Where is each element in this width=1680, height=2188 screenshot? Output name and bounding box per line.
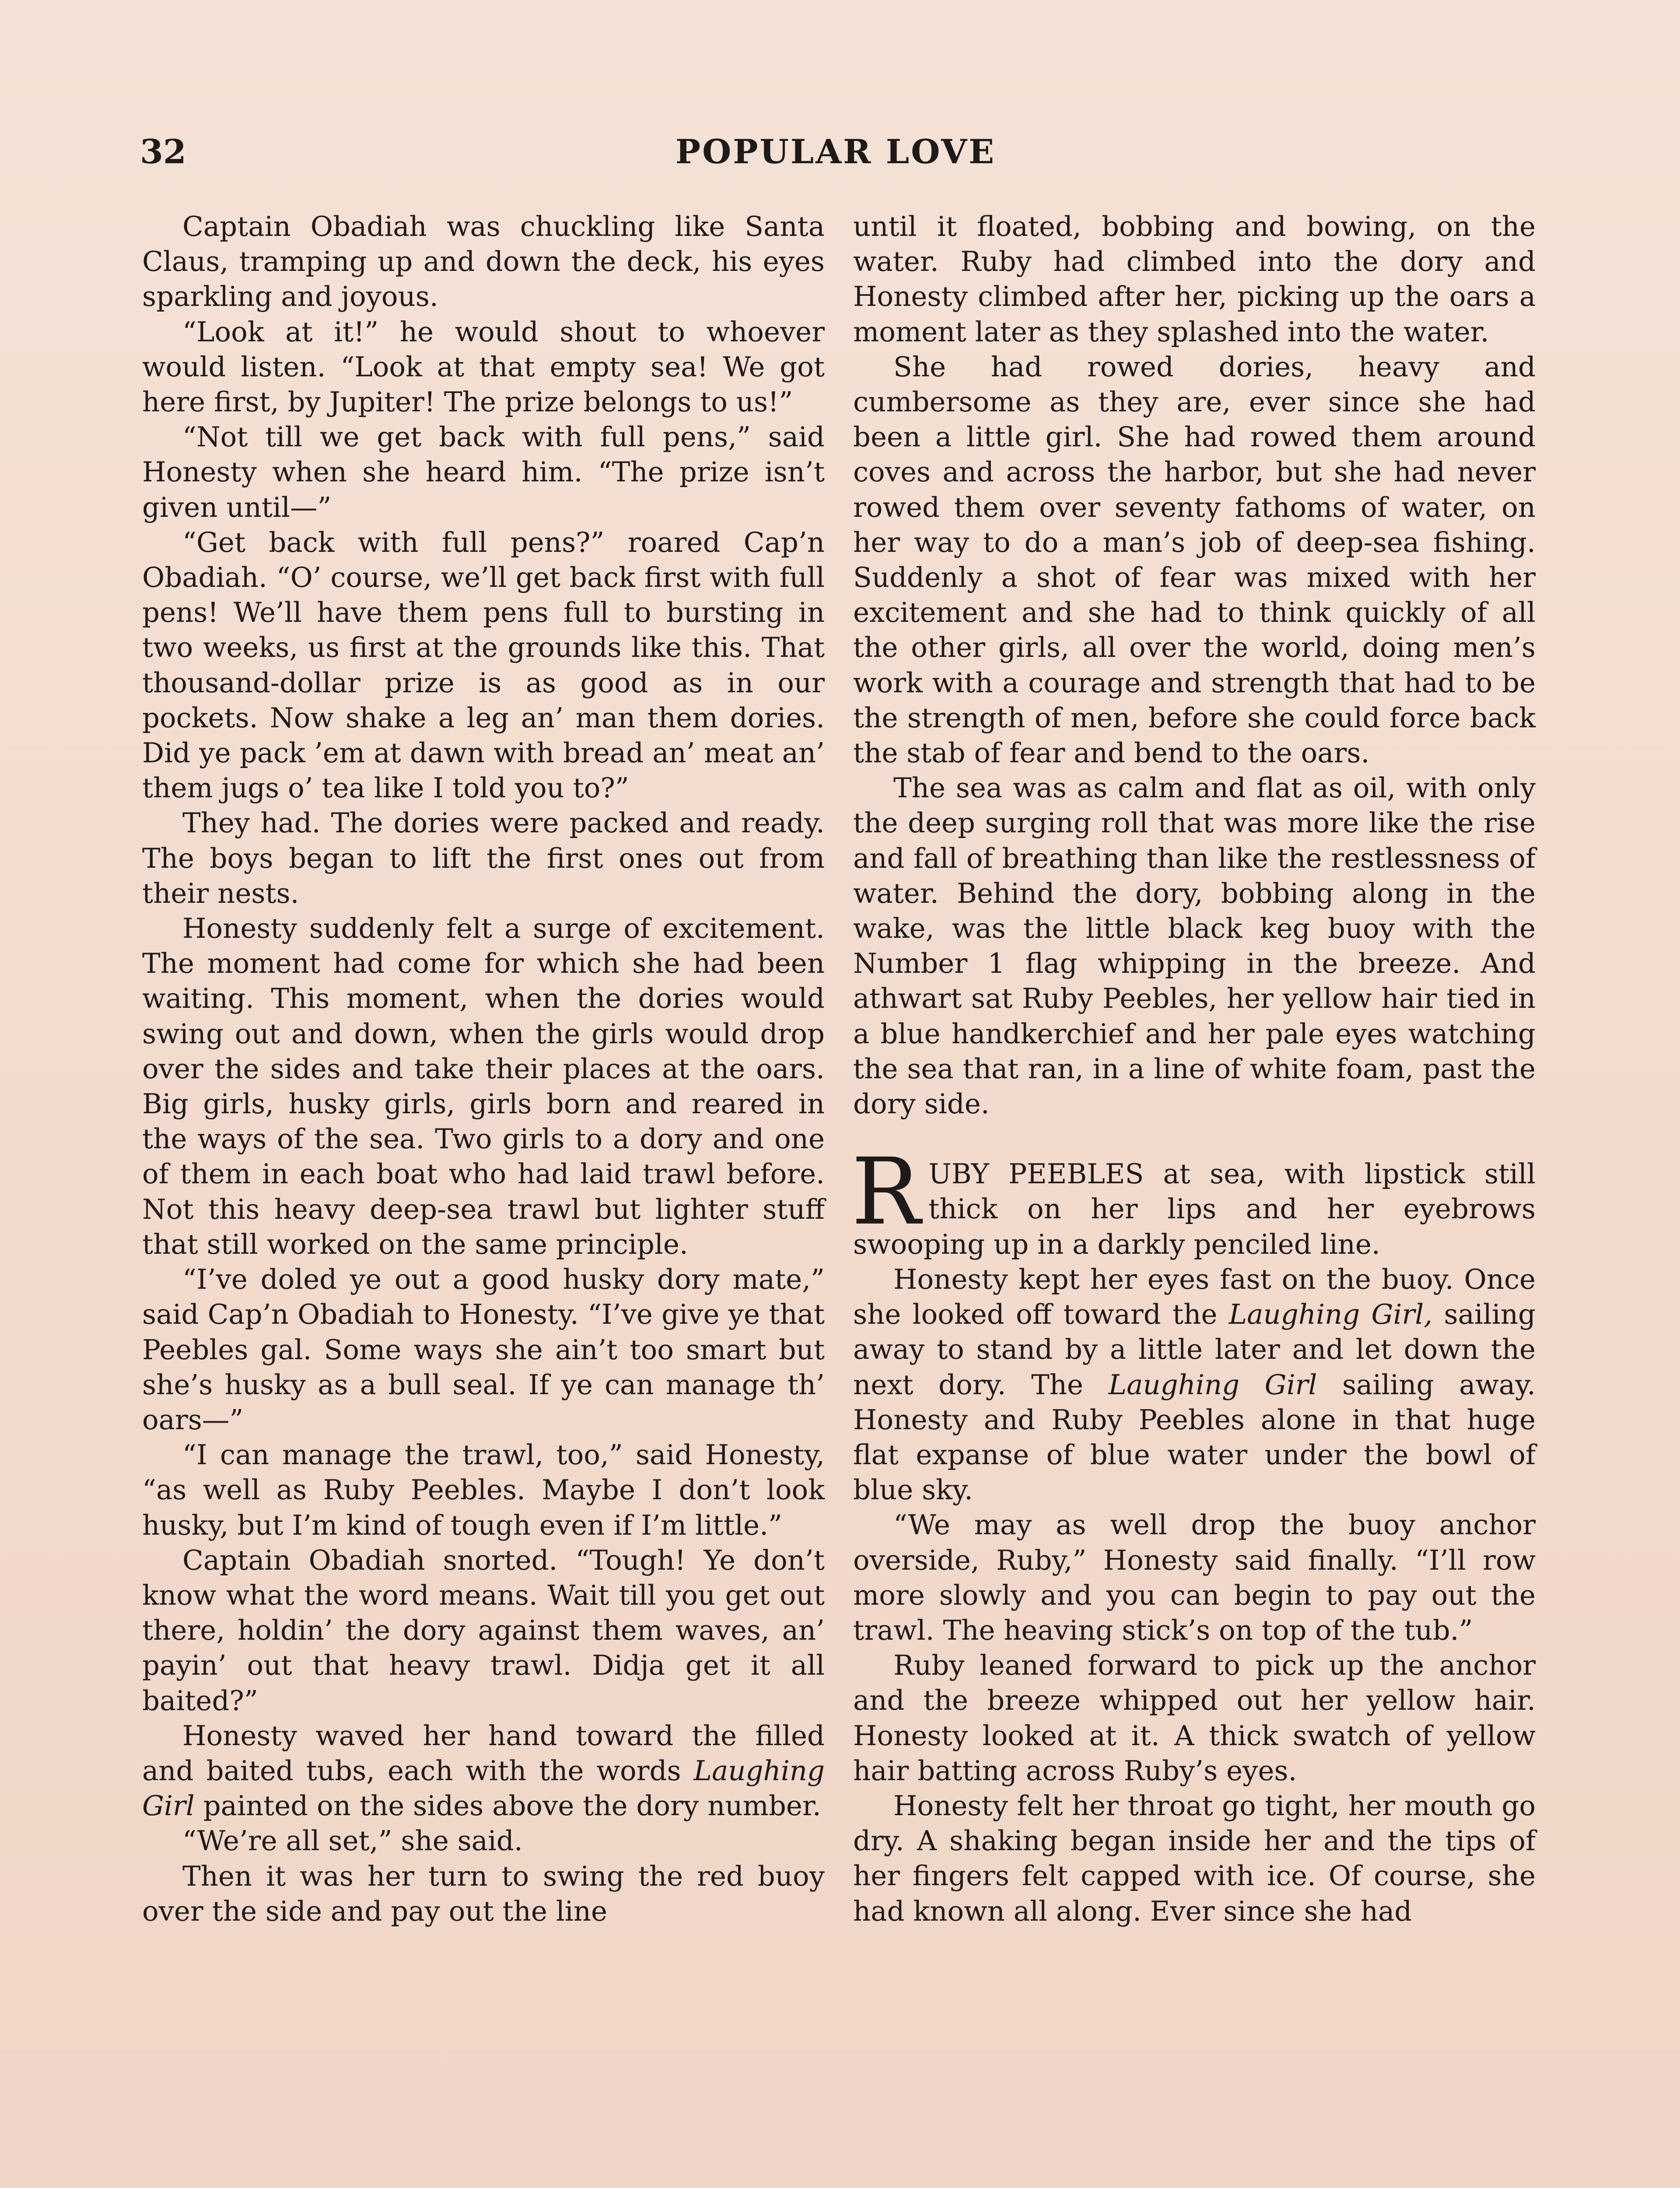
- paragraph: Honesty felt her throat go tight, her mouth go dry. A shaking began inside her and the tips of her fingers felt capped with ice. Of course, she had known all along. Ever since she had: [853, 1789, 1536, 1927]
- paragraph: “Get back with full pens?” roared Cap’n Obadiah. “O’ course, we’ll get back first with full pens! We’ll have them pens full to bursting in two weeks, us first at the grounds like this. That thousand-dollar prize is as good as in our pockets. Now shake a leg an’ man them dories. Did ye pack ’em at dawn with bread an’ meat an’ them jugs o’ tea like I told you to?”: [142, 526, 825, 804]
- page-number: 32: [140, 132, 186, 171]
- italic-ship-name: Laughing Girl: [1108, 1368, 1317, 1401]
- paragraph: Then it was her turn to swing the red buoy over the side and pay out the line: [142, 1860, 825, 1927]
- paragraph: [142, 1718, 825, 1824]
- paragraph: “I’ve doled ye out a good husky dory mate,” said Cap’n Obadiah to Honesty. “I’ve give ye that Peebles gal. Some ways she ain’t too smart but she’s husky as a bull seal. If ye can manage th’ oars—”: [142, 1263, 825, 1436]
- text-run: sailing away to stand by a little later and let down the next dory. The: [853, 1298, 1536, 1401]
- paragraph: Captain Obadiah snorted. “Tough! Ye don’t know what the word means. Wait till you get out there, holdin’ the dory against them waves, an’ payin’ out that heavy trawl. Didja get it all baited?”: [142, 1544, 825, 1717]
- text-run: UBY PEEBLES at sea, with lipstick still thick on her lips and her eyebrows swooping up in a darkly penciled line.: [853, 1158, 1536, 1260]
- paragraph: They had. The dories were packed and ready. The boys began to lift the first ones out from their nests.: [142, 807, 825, 909]
- running-title: POPULAR LOVE: [676, 132, 996, 171]
- paragraph-continuation: until it floated, bobbing and bowing, on the water. Ruby had climbed into the dory and Honesty climbed after her, picking up the oars a moment later as they splashed into the water.: [853, 210, 1536, 348]
- paragraph: [853, 1262, 1536, 1508]
- paragraph: “Look at it!” he would shout to whoever would listen. “Look at that empty sea! We got here first, by Jupiter! The prize belongs to us!”: [142, 316, 825, 418]
- text-run: painted on the sides above the dory number.: [194, 1790, 821, 1822]
- paragraph: “I can manage the trawl, too,” said Honesty, “as well as Ruby Peebles. Maybe I don’t look husky, but I’m kind of tough even if I’m little.”: [142, 1439, 825, 1541]
- page-header: [140, 132, 1531, 180]
- drop-cap-letter: R: [851, 1138, 921, 1246]
- text-run: Honesty kept her eyes fast on the buoy. Once she looked off toward the: [853, 1263, 1536, 1331]
- paragraph: The sea was as calm and flat as oil, with only the deep surging roll that was more like the rise and fall of breathing than like the restlessness of water. Behind the dory, bobbing along in the wake, was the little black keg buoy with the Number 1 flag whipping in the breeze. And athwart sat Ruby Peebles, her yellow hair tied in a blue handkerchief and her pale eyes watching the sea that ran, in a line of white foam, past the dory side.: [853, 772, 1536, 1120]
- italic-ship-name: Laughing Girl: [142, 1754, 825, 1822]
- paragraph: “We’re all set,” she said.: [182, 1825, 523, 1857]
- italic-ship-name: Laughing Girl,: [1228, 1298, 1433, 1331]
- paragraph: Captain Obadiah was chuckling like Santa Claus, tramping up and down the deck, his eyes sparkling and joyous.: [142, 210, 825, 313]
- paragraph: “Not till we get back with full pens,” said Honesty when she heard him. “The prize isn’t given until—”: [142, 421, 825, 523]
- paragraph: Ruby leaned forward to pick up the anchor and the breeze whipped out her yellow hair. Honesty looked at it. A thick swatch of yellow hair batting across Ruby’s eyes.: [853, 1649, 1536, 1787]
- paragraph: “We may as well drop the buoy anchor overside, Ruby,” Honesty said finally. “I’ll row more slowly and you can begin to pay out the trawl. The heaving stick’s on top of the tub.”: [853, 1509, 1536, 1646]
- paragraph: She had rowed dories, heavy and cumbersome as they are, ever since she had been a little girl. She had rowed them around coves and across the harbor, but she had never rowed them over seventy fathoms of water, on her way to do a man’s job of deep-sea fishing. Suddenly a shot of fear was mixed with her excitement and she had to think quickly of all the other girls, all over the world, doing men’s work with a courage and strength that had to be the strength of men, before she could force back the stab of fear and bend to the oars.: [853, 351, 1536, 769]
- text-run: sailing away. Honesty and Ruby Peebles alone in that huge flat expanse of blue water under the bowl of blue sky.: [853, 1368, 1536, 1506]
- text-run: Honesty waved her hand toward the filled and baited tubs, each with the words: [142, 1719, 825, 1787]
- right-column: [853, 209, 1536, 1929]
- left-column: [142, 209, 825, 1929]
- paragraph: Honesty suddenly felt a surge of excitement. The moment had come for which she had been waiting. This moment, when the dories would swing out and down, when the girls would drop over the sides and take their places at the oars. Big girls, husky girls, girls born and reared in the ways of the sea. Two girls to a dory and one of them in each boat who had laid trawl before. Not this heavy deep-sea trawl but lighter stuff that still worked on the same principle.: [142, 912, 825, 1260]
- section-opening-paragraph: [851, 1138, 1536, 1262]
